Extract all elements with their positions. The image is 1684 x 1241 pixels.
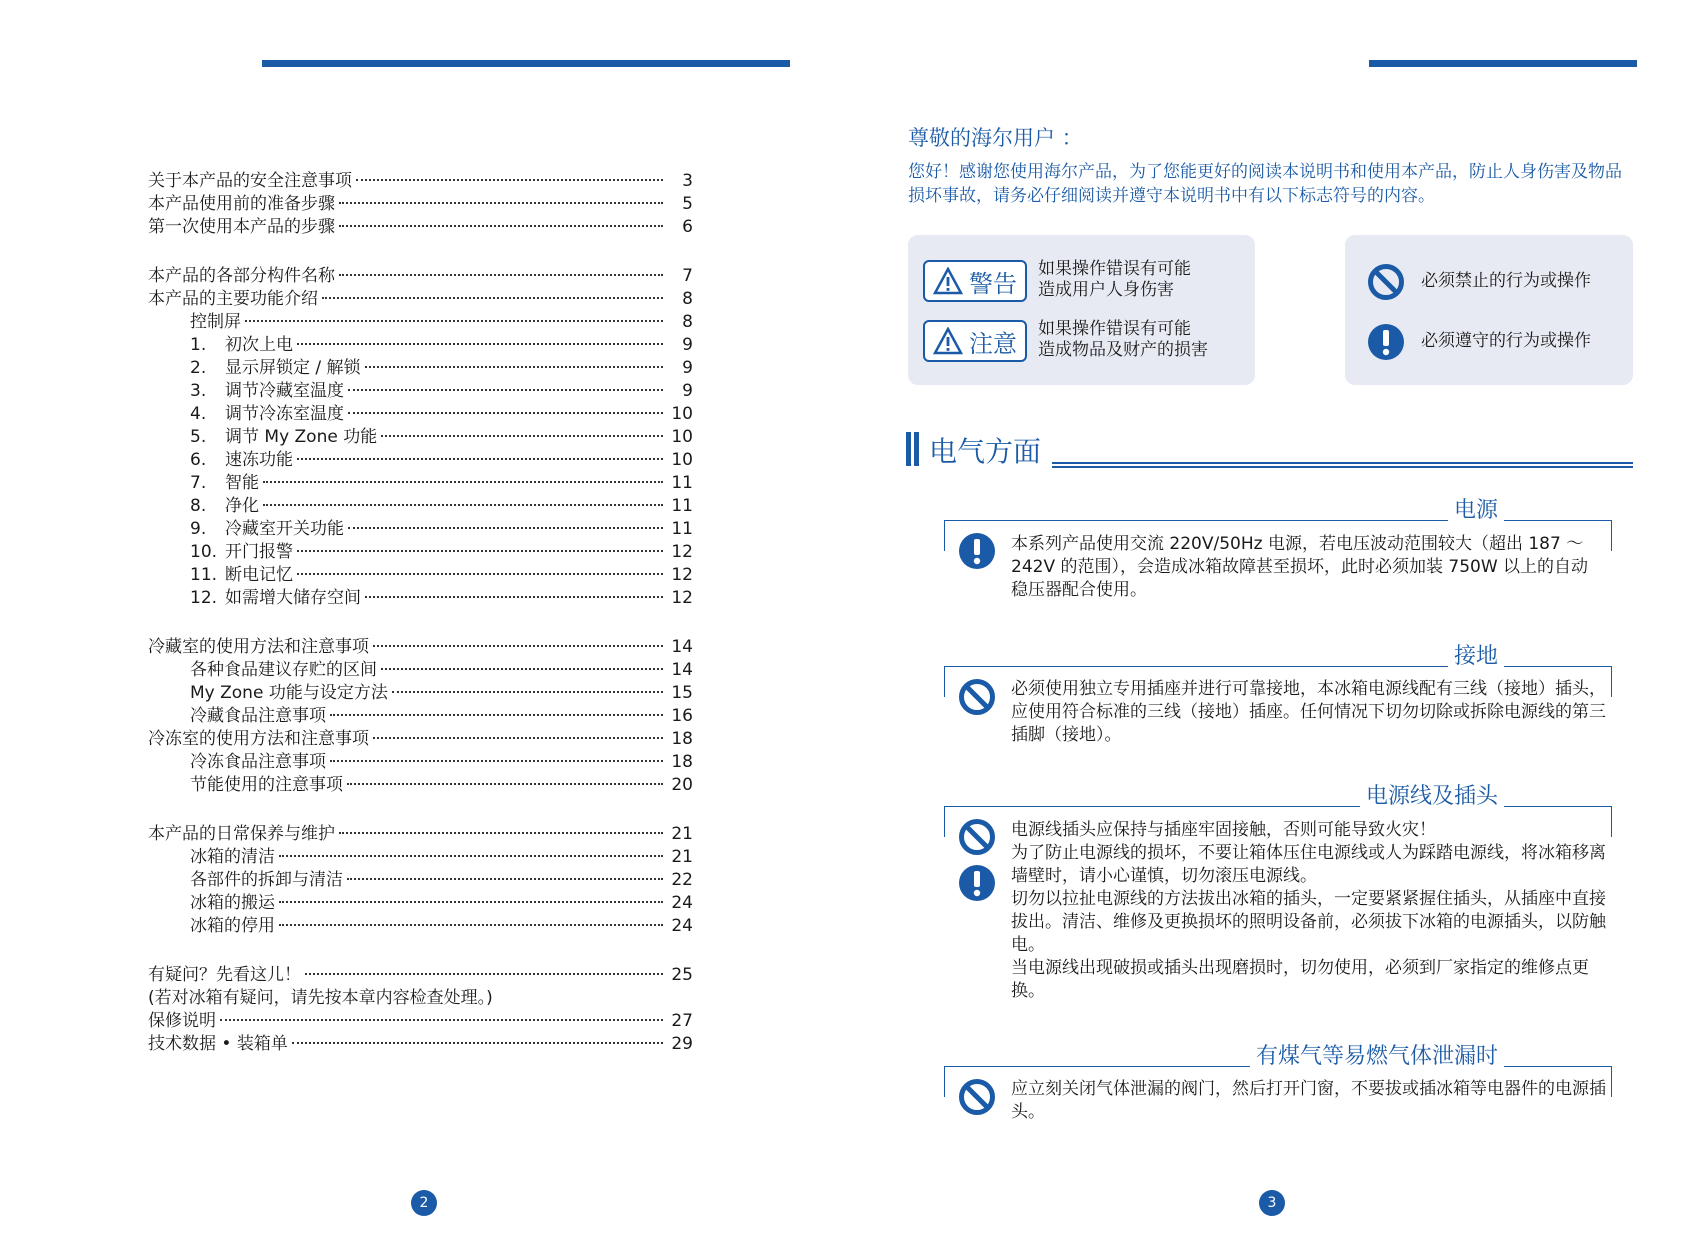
toc-entry bbox=[148, 265, 693, 288]
toc-leader-dots bbox=[220, 1019, 663, 1021]
toc-entry-page: 3 bbox=[682, 171, 693, 191]
legend-symbols bbox=[1345, 235, 1633, 385]
toc-entry-number: 7. bbox=[190, 473, 207, 493]
toc-entry-page: 15 bbox=[671, 683, 693, 703]
toc-entry-number: 4. bbox=[190, 404, 207, 424]
power-title: 电源 bbox=[1448, 493, 1504, 524]
toc-entry bbox=[148, 823, 693, 846]
toc-entry-label: 冷冻食品注意事项 bbox=[190, 752, 326, 772]
toc-entry-label: 有疑问？先看这儿！ bbox=[148, 965, 301, 985]
toc-entry bbox=[148, 288, 693, 311]
prohibit-text: 必须禁止的行为或操作 bbox=[1421, 271, 1591, 291]
toc-leader-dots bbox=[365, 596, 663, 598]
toc-entry-page: 14 bbox=[671, 660, 693, 680]
toc-entry-number: 5. bbox=[190, 427, 207, 447]
toc-entry-label: 本产品使用前的准备步骤 bbox=[148, 194, 335, 214]
caution-badge bbox=[923, 320, 1027, 362]
caution-text-line2: 造成物品及财产的损害 bbox=[1038, 340, 1208, 360]
warning-badge bbox=[923, 260, 1027, 302]
toc-entry-page: 11 bbox=[671, 496, 693, 516]
toc-entry-page: 12 bbox=[671, 565, 693, 585]
toc-leader-dots bbox=[279, 924, 663, 926]
toc-leader-dots bbox=[330, 714, 663, 716]
toc-leader-dots bbox=[347, 878, 663, 880]
toc-entry-label: 控制屏 bbox=[190, 312, 241, 332]
top-rule-left bbox=[262, 60, 790, 67]
toc-entry-label: 智能 bbox=[225, 473, 259, 493]
caution-triangle-icon bbox=[933, 327, 963, 355]
toc-entry-page: 9 bbox=[682, 381, 693, 401]
prohibit-icon bbox=[958, 1078, 996, 1116]
toc-entry-label: My Zone 功能与设定方法 bbox=[190, 683, 388, 703]
mandatory-icon bbox=[1367, 323, 1405, 361]
prohibit-icon bbox=[1367, 263, 1405, 301]
toc-entry-number: 10. bbox=[190, 542, 218, 562]
toc-entry bbox=[148, 403, 693, 426]
toc-entry bbox=[148, 541, 693, 564]
toc-entry-number: 6. bbox=[190, 450, 207, 470]
toc-entry-label: 冰箱的清洁 bbox=[190, 847, 275, 867]
toc-entry-label: 本产品的各部分构件名称 bbox=[148, 266, 335, 286]
toc-entry-label: 技术数据 • 装箱单 bbox=[148, 1034, 288, 1054]
toc-entry-label: 冷藏食品注意事项 bbox=[190, 706, 326, 726]
toc-gap bbox=[148, 239, 693, 265]
table-of-contents bbox=[148, 170, 693, 1056]
toc-entry bbox=[148, 380, 693, 403]
toc-entry bbox=[148, 846, 693, 869]
toc-entry bbox=[148, 892, 693, 915]
section-marker-bar bbox=[906, 432, 911, 466]
toc-leader-dots bbox=[245, 320, 663, 322]
toc-leader-dots bbox=[330, 760, 663, 762]
toc-entry-label: 断电记忆 bbox=[225, 565, 293, 585]
toc-entry-page: 16 bbox=[671, 706, 693, 726]
toc-entry-number: 2. bbox=[190, 358, 207, 378]
toc-entry-page: 27 bbox=[671, 1011, 693, 1031]
mandatory-icon bbox=[958, 532, 996, 570]
toc-entry-label: 各种食品建议存贮的区间 bbox=[190, 660, 377, 680]
toc-entry-label: 如需增大储存空间 bbox=[225, 588, 361, 608]
toc-leader-dots bbox=[381, 668, 663, 670]
toc-entry bbox=[148, 1033, 693, 1056]
cord-line-1: 电源线插头应保持与插座牢固接触，否则可能导致火灾！ bbox=[1011, 820, 1436, 840]
toc-entry-label: 本产品的日常保养与维护 bbox=[148, 824, 335, 844]
toc-entry-number: 11. bbox=[190, 565, 218, 585]
toc-entry bbox=[148, 1010, 693, 1033]
toc-entry-page: 8 bbox=[682, 289, 693, 309]
warning-text bbox=[1038, 259, 1191, 301]
toc-entry-page: 7 bbox=[682, 266, 693, 286]
toc-entry-page: 5 bbox=[682, 194, 693, 214]
toc-entry-page: 9 bbox=[682, 335, 693, 355]
toc-entry-label: 冰箱的搬运 bbox=[190, 893, 275, 913]
toc-gap bbox=[148, 797, 693, 823]
toc-entry-label: 净化 bbox=[225, 496, 259, 516]
toc-entry-page: 10 bbox=[671, 450, 693, 470]
toc-entry-label: 速冻功能 bbox=[225, 450, 293, 470]
toc-leader-dots bbox=[297, 343, 663, 345]
toc-entry bbox=[148, 682, 693, 705]
toc-entry-label: 冷藏室的使用方法和注意事项 bbox=[148, 637, 369, 657]
toc-leader-dots bbox=[297, 573, 663, 575]
toc-entry-number: 12. bbox=[190, 588, 218, 608]
toc-entry-label: 节能使用的注意事项 bbox=[190, 775, 343, 795]
toc-entry-label: 开门报警 bbox=[225, 542, 293, 562]
greeting-title: 尊敬的海尔用户 ： bbox=[908, 126, 1083, 150]
toc-entry bbox=[148, 357, 693, 380]
cord-line-2: 为了防止电源线的损坏，不要让箱体压住电源线或人为踩踏电源线，将冰箱移离墙壁时，请小心谨慎，切勿滚压电源线。 bbox=[1011, 843, 1606, 886]
toc-entry-page: 9 bbox=[682, 358, 693, 378]
toc-entry-page: 22 bbox=[671, 870, 693, 890]
toc-leader-dots bbox=[279, 855, 663, 857]
page-number-right: 3 bbox=[1259, 1190, 1285, 1216]
toc-leader-dots bbox=[347, 783, 663, 785]
toc-entry bbox=[148, 449, 693, 472]
toc-entry-page: 21 bbox=[671, 847, 693, 867]
toc-entry-page: 8 bbox=[682, 312, 693, 332]
top-rule-right bbox=[1369, 60, 1637, 67]
toc-entry bbox=[148, 518, 693, 541]
warning-label: 警告 bbox=[969, 269, 1017, 298]
gas-title: 有煤气等易燃气体泄漏时 bbox=[1250, 1039, 1504, 1070]
toc-entry bbox=[148, 170, 693, 193]
legend-warning-caution bbox=[908, 235, 1255, 385]
toc-entry-label: 冷藏室开关功能 bbox=[225, 519, 344, 539]
toc-entry-page: 12 bbox=[671, 542, 693, 562]
warning-text-line1: 如果操作错误有可能 bbox=[1038, 259, 1191, 279]
toc-entry bbox=[148, 705, 693, 728]
toc-entry bbox=[148, 311, 693, 334]
toc-gap bbox=[148, 938, 693, 964]
toc-entry bbox=[148, 728, 693, 751]
toc-entry-label: 显示屏锁定 / 解锁 bbox=[225, 358, 361, 378]
cord-text bbox=[1011, 819, 1609, 1003]
toc-entry-page: 29 bbox=[671, 1034, 693, 1054]
toc-leader-dots bbox=[348, 527, 663, 529]
cord-line-3: 切勿以拉扯电源线的方法拔出冰箱的插头，一定要紧紧握住插头，从插座中直接拔出。清洁、维修及更换损坏的照明设备前，必须拔下冰箱的电源插头，以防触电。 bbox=[1011, 889, 1606, 955]
toc-leader-dots bbox=[392, 691, 663, 693]
toc-entry-page: 24 bbox=[671, 893, 693, 913]
toc-entry-page: 21 bbox=[671, 824, 693, 844]
mandatory-icon bbox=[958, 864, 996, 902]
toc-entry-number: 1. bbox=[190, 335, 207, 355]
toc-leader-dots bbox=[322, 297, 663, 299]
toc-entry bbox=[148, 426, 693, 449]
toc-entry-number: 3. bbox=[190, 381, 207, 401]
toc-leader-dots bbox=[339, 225, 663, 227]
toc-entry bbox=[148, 964, 693, 987]
toc-leader-dots bbox=[263, 481, 663, 483]
gas-text: 应立刻关闭气体泄漏的阀门，然后打开门窗，不要拔或插冰箱等电器件的电源插头。 bbox=[1011, 1079, 1606, 1122]
toc-leader-dots bbox=[279, 901, 663, 903]
toc-leader-dots bbox=[339, 202, 663, 204]
ground-title: 接地 bbox=[1448, 639, 1504, 670]
toc-entry-label: 调节 My Zone 功能 bbox=[225, 427, 378, 447]
caution-label: 注意 bbox=[969, 329, 1017, 358]
toc-gap bbox=[148, 610, 693, 636]
toc-entry-label: 各部件的拆卸与清洁 bbox=[190, 870, 343, 890]
toc-leader-dots bbox=[297, 458, 663, 460]
toc-leader-dots bbox=[305, 973, 663, 975]
toc-entry bbox=[148, 193, 693, 216]
toc-note bbox=[148, 987, 693, 1010]
toc-entry bbox=[148, 751, 693, 774]
toc-entry-page: 10 bbox=[671, 427, 693, 447]
toc-leader-dots bbox=[373, 645, 663, 647]
toc-entry-label: 冷冻室的使用方法和注意事项 bbox=[148, 729, 369, 749]
ground-text: 必须使用独立专用插座并进行可靠接地，本冰箱电源线配有三线（接地）插头，应使用符合标准的三线（接地）插座。任何情况下切勿切除或拆除电源线的第三插脚（接地）。 bbox=[1011, 679, 1606, 745]
toc-entry bbox=[148, 216, 693, 239]
toc-leader-dots bbox=[373, 737, 663, 739]
toc-entry bbox=[148, 334, 693, 357]
toc-entry-page: 20 bbox=[671, 775, 693, 795]
toc-leader-dots bbox=[263, 504, 663, 506]
toc-entry bbox=[148, 915, 693, 938]
mandatory-text: 必须遵守的行为或操作 bbox=[1421, 331, 1591, 351]
toc-entry-page: 18 bbox=[671, 752, 693, 772]
toc-entry-number: 9. bbox=[190, 519, 207, 539]
caution-text-line1: 如果操作错误有可能 bbox=[1038, 319, 1191, 339]
toc-entry bbox=[148, 587, 693, 610]
section-underline bbox=[1052, 462, 1633, 464]
caution-text bbox=[1038, 319, 1208, 361]
toc-entry bbox=[148, 659, 693, 682]
toc-entry-page: 10 bbox=[671, 404, 693, 424]
toc-entry-label: 本产品的主要功能介绍 bbox=[148, 289, 318, 309]
toc-entry bbox=[148, 869, 693, 892]
toc-entry-page: 6 bbox=[682, 217, 693, 237]
toc-entry bbox=[148, 495, 693, 518]
warning-text-line2: 造成用户人身伤害 bbox=[1038, 280, 1174, 300]
toc-entry bbox=[148, 472, 693, 495]
toc-entry-label: 保修说明 bbox=[148, 1011, 216, 1031]
toc-entry bbox=[148, 564, 693, 587]
toc-entry bbox=[148, 774, 693, 797]
greeting-body: 您好！感谢您使用海尔产品，为了您能更好的阅读本说明书和使用本产品，防止人身伤害及物品损坏事故，请务必仔细阅读并遵守本说明书中有以下标志符号的内容。 bbox=[908, 162, 1622, 206]
toc-entry-label: 调节冷冻室温度 bbox=[225, 404, 344, 424]
section-underline bbox=[1052, 466, 1633, 468]
warning-triangle-icon bbox=[933, 267, 963, 295]
section-marker-bar bbox=[914, 432, 919, 466]
toc-entry-label: 初次上电 bbox=[225, 335, 293, 355]
toc-entry-page: 11 bbox=[671, 473, 693, 493]
toc-note-text: (若对冰箱有疑问，请先按本章内容检查处理。) bbox=[148, 988, 493, 1008]
cord-line-4: 当电源线出现破损或插头出现磨损时，切勿使用，必须到厂家指定的维修点更换。 bbox=[1011, 958, 1589, 1001]
toc-entry-page: 24 bbox=[671, 916, 693, 936]
prohibit-icon bbox=[958, 678, 996, 716]
section-title: 电气方面 bbox=[929, 435, 1042, 468]
cord-title: 电源线及插头 bbox=[1360, 779, 1504, 810]
toc-entry-page: 12 bbox=[671, 588, 693, 608]
prohibit-icon bbox=[958, 818, 996, 856]
toc-entry-page: 14 bbox=[671, 637, 693, 657]
toc-leader-dots bbox=[292, 1042, 663, 1044]
toc-leader-dots bbox=[348, 389, 663, 391]
toc-entry-page: 11 bbox=[671, 519, 693, 539]
toc-leader-dots bbox=[339, 274, 663, 276]
toc-leader-dots bbox=[365, 366, 663, 368]
toc-entry-label: 第一次使用本产品的步骤 bbox=[148, 217, 335, 237]
toc-leader-dots bbox=[339, 832, 663, 834]
toc-leader-dots bbox=[381, 435, 663, 437]
power-text: 本系列产品使用交流 220V/50Hz 电源，若电压波动范围较大（超出 187 ～ 242V 的范围），会造成冰箱故障甚至损坏，此时必须加装 750W 以上的自动稳压器配合使用。 bbox=[1011, 534, 1589, 600]
toc-entry bbox=[148, 636, 693, 659]
toc-entry-page: 18 bbox=[671, 729, 693, 749]
toc-leader-dots bbox=[348, 412, 663, 414]
toc-entry-label: 冰箱的停用 bbox=[190, 916, 275, 936]
toc-entry-page: 25 bbox=[671, 965, 693, 985]
toc-entry-number: 8. bbox=[190, 496, 207, 516]
toc-leader-dots bbox=[297, 550, 663, 552]
page-number-left: 2 bbox=[411, 1190, 437, 1216]
toc-leader-dots bbox=[356, 179, 663, 181]
toc-entry-label: 调节冷藏室温度 bbox=[225, 381, 344, 401]
toc-entry-label: 关于本产品的安全注意事项 bbox=[148, 171, 352, 191]
